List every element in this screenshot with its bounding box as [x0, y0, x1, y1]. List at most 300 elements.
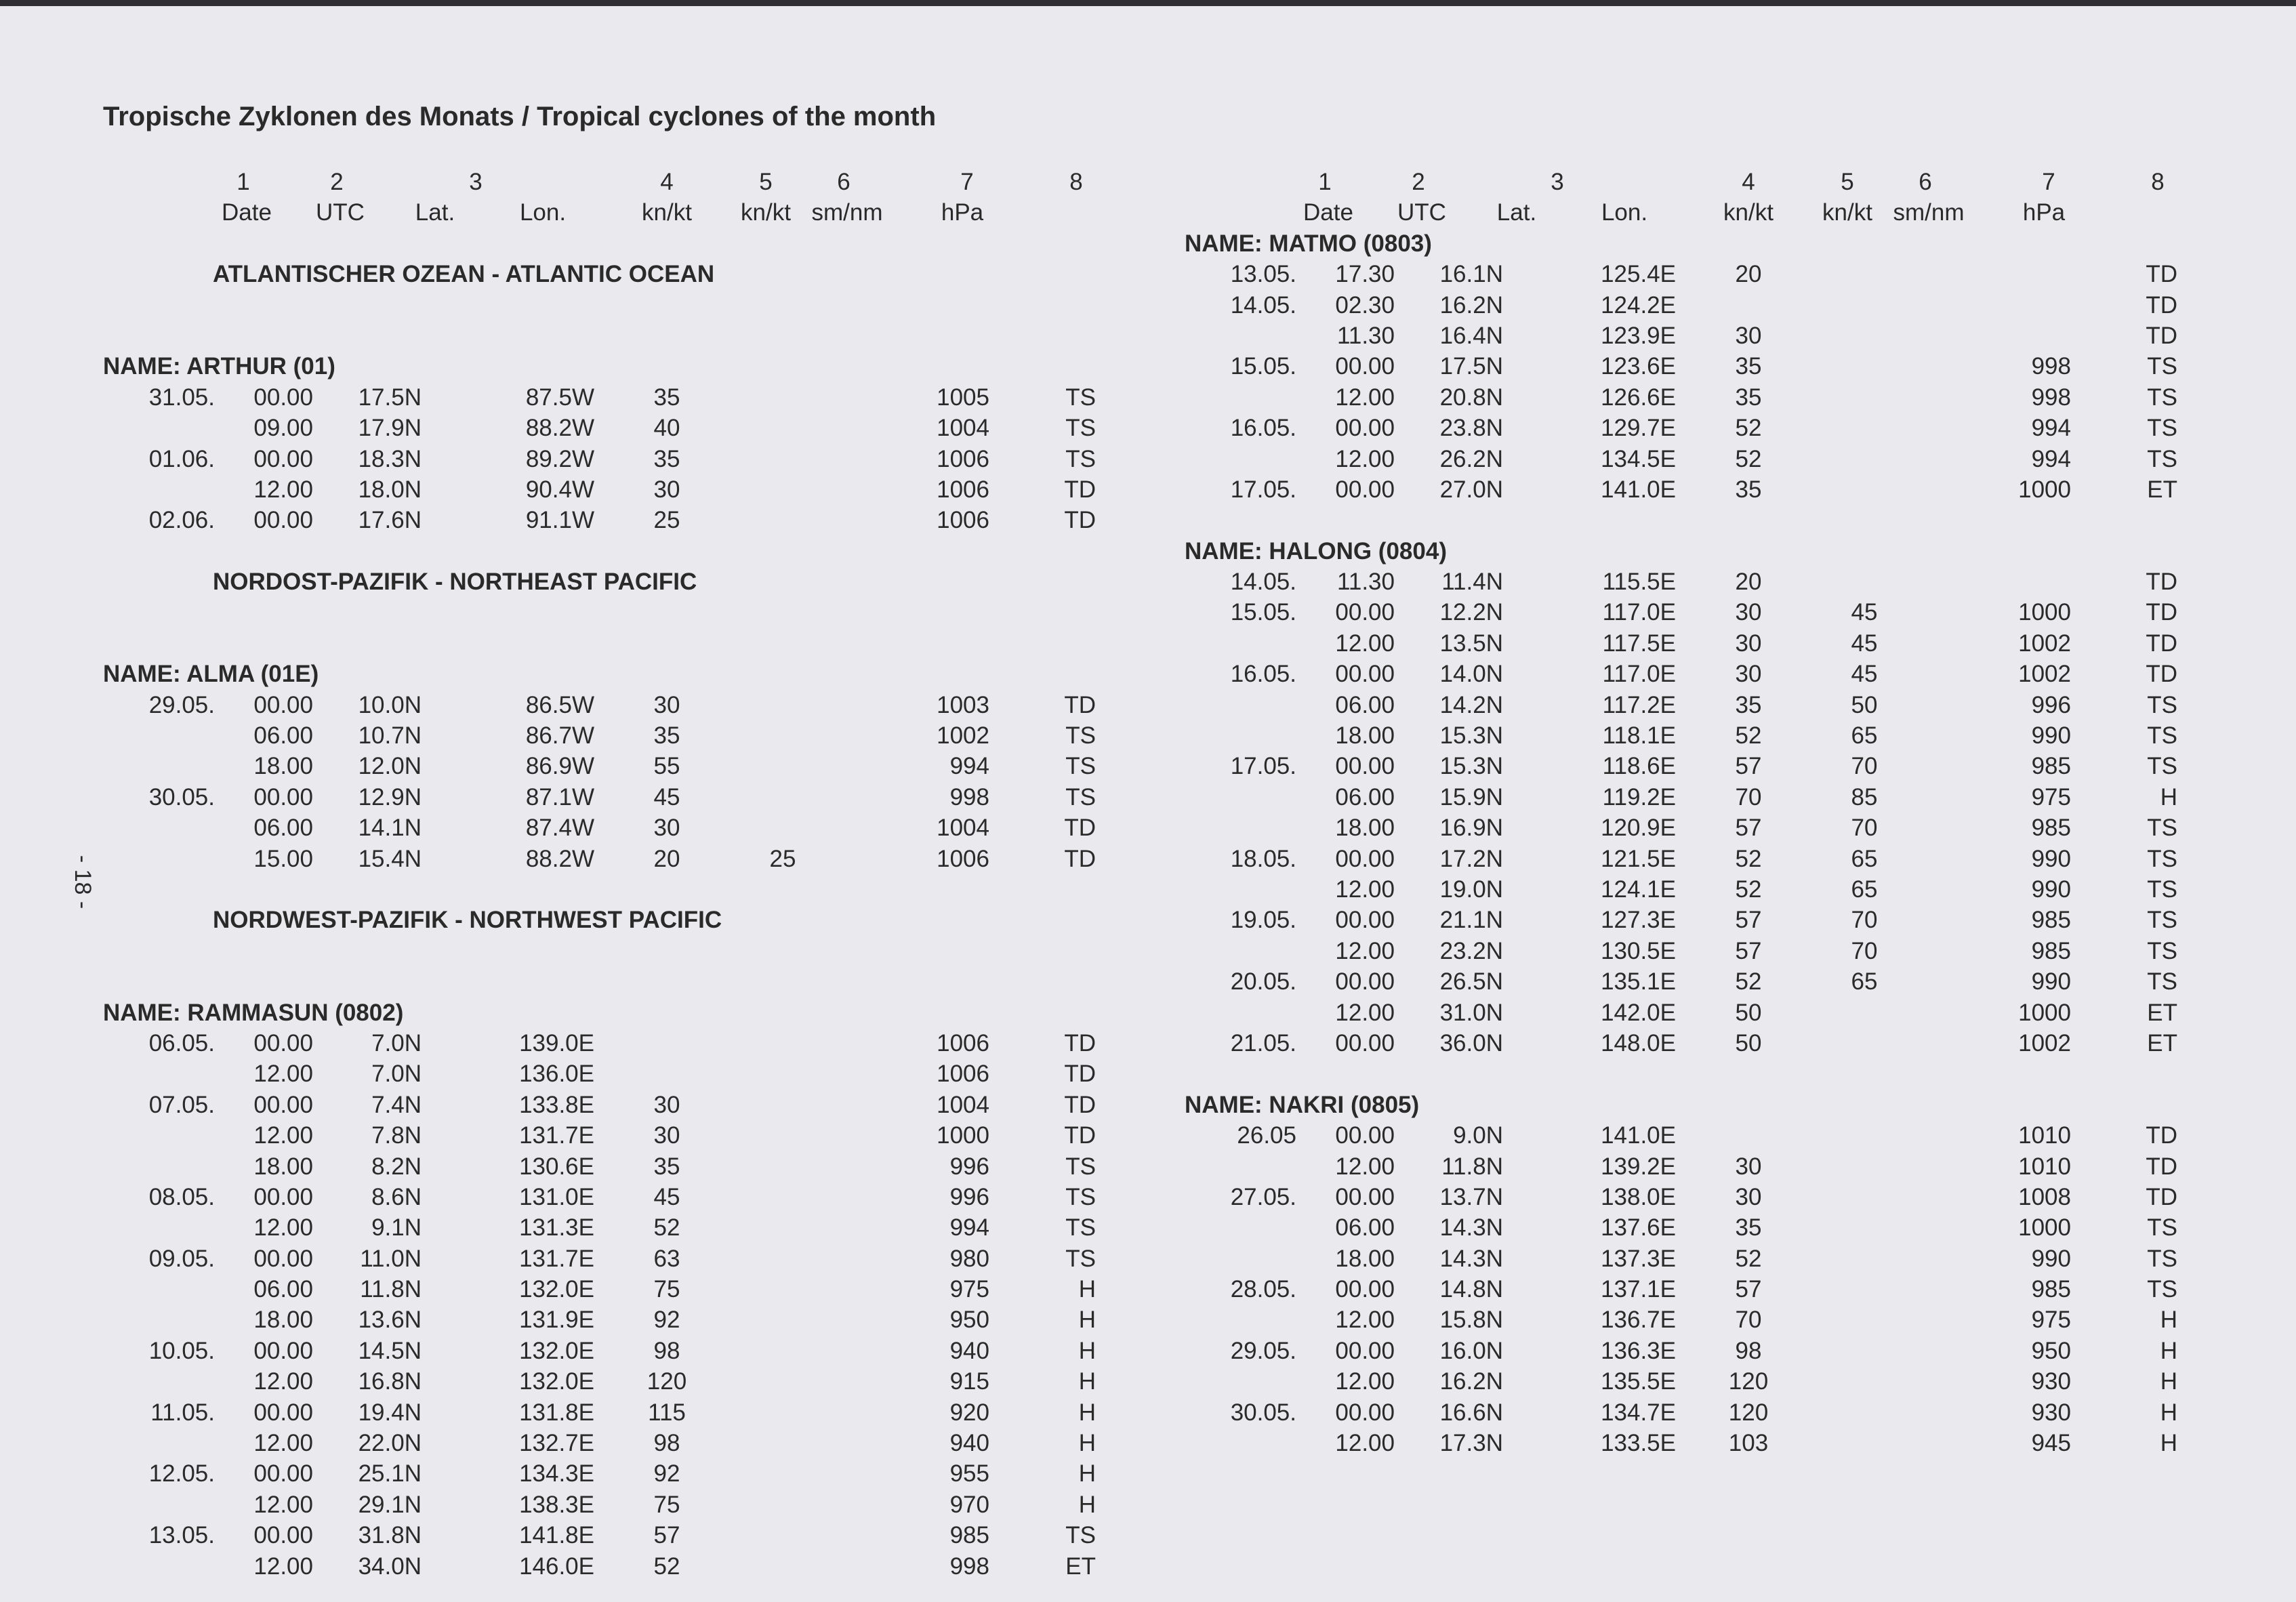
obs-pressure: 996 [949, 1153, 989, 1180]
obs-type: H [1078, 1491, 1096, 1518]
storm-name-text: NAME: ALMA (01E) [103, 661, 319, 688]
obs-pressure: 970 [949, 1491, 989, 1518]
obs-type: ET [2147, 476, 2177, 503]
obs-type: TD [1064, 845, 1096, 872]
obs-pressure: 990 [2031, 1245, 2071, 1272]
obs-utc: 12.00 [253, 1553, 313, 1580]
obs-lat: 23.8N [1439, 415, 1503, 442]
obs-type: TD [2146, 630, 2177, 657]
obs-type: H [1078, 1399, 1096, 1426]
obs-wind: 75 [653, 1276, 680, 1303]
obs-pressure: 985 [949, 1522, 989, 1549]
obs-lat: 14.2N [1439, 691, 1503, 718]
obs-type: TS [2147, 1214, 2177, 1241]
obs-utc: 11.30 [1337, 569, 1395, 596]
obs-utc: 00.00 [253, 1399, 313, 1426]
storm-name-text: NAME: NAKRI (0805) [1185, 1091, 1420, 1118]
obs-date: 08.05. [148, 1183, 215, 1210]
obs-wind: 98 [653, 1337, 680, 1364]
obs-lon: 125.4E [1601, 261, 1676, 288]
obs-lon: 137.6E [1601, 1214, 1676, 1241]
obs-type: ET [2147, 1029, 2177, 1056]
obs-lat: 16.6N [1439, 1399, 1503, 1426]
obs-gust: 70 [1851, 815, 1878, 842]
obs-lon: 90.4W [525, 476, 594, 503]
obs-lon: 134.7E [1601, 1399, 1676, 1426]
obs-lat: 13.6N [358, 1307, 422, 1334]
obs-wind: 35 [1735, 1214, 1762, 1241]
obs-pressure: 975 [949, 1276, 989, 1303]
obs-lon: 117.2E [1602, 691, 1676, 718]
top-border [0, 0, 2296, 6]
obs-lon: 131.8E [519, 1399, 594, 1426]
obs-wind: 35 [1735, 353, 1762, 380]
obs-lat: 26.2N [1439, 445, 1503, 472]
obs-lat: 7.4N [371, 1091, 422, 1118]
obs-lon: 130.6E [519, 1153, 594, 1180]
obs-date: 06.05. [148, 1029, 215, 1056]
obs-pressure: 1004 [937, 815, 989, 842]
obs-lat: 17.6N [358, 507, 422, 534]
obs-lon: 133.8E [519, 1091, 594, 1118]
col-num-wind: 4 [660, 169, 674, 195]
obs-utc: 17.30 [1335, 261, 1395, 288]
obs-type: TS [2147, 845, 2177, 872]
col-unit-pressure: hPa [941, 199, 984, 226]
obs-lat: 15.3N [1439, 722, 1503, 749]
obs-lon: 141.8E [519, 1522, 594, 1549]
obs-lon: 87.5W [525, 384, 594, 411]
obs-date: 16.05. [1230, 415, 1296, 442]
obs-lat: 16.4N [1439, 322, 1503, 349]
obs-lat: 25.1N [358, 1460, 422, 1487]
col-unit-lon: Lon. [1601, 199, 1648, 226]
obs-type: TD [2146, 599, 2177, 626]
obs-wind: 57 [1735, 815, 1762, 842]
obs-type: TD [1064, 1122, 1096, 1149]
obs-pressure: 1006 [937, 1061, 989, 1088]
obs-lat: 36.0N [1439, 1029, 1503, 1056]
obs-gust: 65 [1851, 876, 1878, 903]
obs-type: H [2160, 783, 2177, 810]
obs-pressure: 980 [949, 1245, 989, 1272]
obs-utc: 18.00 [253, 1153, 313, 1180]
obs-lat: 16.2N [1439, 291, 1503, 319]
obs-pressure: 1006 [937, 845, 989, 872]
obs-lon: 87.4W [525, 815, 594, 842]
obs-type: TS [2147, 907, 2177, 934]
obs-type: TS [1065, 415, 1096, 442]
obs-utc: 06.00 [1335, 783, 1395, 810]
obs-date: 29.05. [1230, 1337, 1296, 1364]
obs-lat: 14.3N [1439, 1214, 1503, 1241]
obs-utc: 00.00 [253, 1337, 313, 1364]
obs-pressure: 1004 [937, 415, 989, 442]
obs-utc: 00.00 [253, 783, 313, 810]
obs-lat: 16.9N [1439, 815, 1503, 842]
obs-lon: 134.5E [1601, 445, 1676, 472]
obs-type: TD [2146, 322, 2177, 349]
obs-utc: 00.00 [253, 1245, 313, 1272]
obs-pressure: 1000 [2018, 476, 2071, 503]
obs-pressure: 985 [2031, 937, 2071, 964]
obs-gust: 65 [1851, 968, 1878, 995]
obs-pressure: 950 [949, 1307, 989, 1334]
obs-type: H [1078, 1276, 1096, 1303]
obs-date: 09.05. [148, 1245, 215, 1272]
obs-utc: 00.00 [253, 507, 313, 534]
col-num-pressure: 7 [2042, 169, 2055, 195]
obs-type: TD [2146, 1183, 2177, 1210]
obs-utc: 12.00 [1335, 1430, 1395, 1457]
obs-lat: 17.3N [1439, 1430, 1503, 1457]
obs-type: TS [2147, 753, 2177, 780]
col-num-position: 3 [469, 169, 483, 195]
obs-utc: 12.00 [1335, 999, 1395, 1026]
page-number: - 18 - [70, 855, 96, 909]
obs-type: TD [2146, 1122, 2177, 1149]
obs-wind: 70 [1735, 783, 1762, 810]
obs-type: TS [2147, 968, 2177, 995]
obs-lat: 13.5N [1439, 630, 1503, 657]
obs-lon: 86.7W [525, 722, 594, 749]
obs-date: 19.05. [1230, 907, 1296, 934]
obs-wind: 30 [1735, 1183, 1762, 1210]
obs-lon: 120.9E [1601, 815, 1676, 842]
obs-utc: 00.00 [1335, 1337, 1395, 1364]
obs-lon: 119.2E [1602, 783, 1676, 810]
obs-utc: 15.00 [253, 845, 313, 872]
obs-lon: 134.3E [519, 1460, 594, 1487]
obs-utc: 00.00 [1335, 1122, 1395, 1149]
obs-lat: 20.8N [1439, 384, 1503, 411]
obs-gust: 50 [1851, 691, 1878, 718]
col-unit-wind: kn/kt [642, 199, 692, 226]
obs-type: TD [2146, 661, 2177, 688]
obs-lon: 117.5E [1602, 630, 1676, 657]
obs-pressure: 996 [949, 1183, 989, 1210]
obs-lat: 23.2N [1439, 937, 1503, 964]
obs-lon: 132.7E [519, 1430, 594, 1457]
obs-lon: 136.3E [1601, 1337, 1676, 1364]
obs-date: 17.05. [1230, 753, 1296, 780]
obs-pressure: 975 [2031, 1307, 2071, 1334]
obs-lon: 139.2E [1601, 1153, 1676, 1180]
obs-pressure: 996 [2031, 691, 2071, 718]
obs-utc: 12.00 [1335, 937, 1395, 964]
obs-type: H [2160, 1337, 2177, 1364]
obs-utc: 06.00 [1335, 1214, 1395, 1241]
obs-wind: 30 [653, 815, 680, 842]
obs-lat: 10.0N [358, 691, 422, 718]
obs-type: TS [2147, 815, 2177, 842]
col-unit-wind: kn/kt [1723, 199, 1774, 226]
obs-utc: 12.00 [253, 1214, 313, 1241]
obs-lat: 17.5N [1439, 353, 1503, 380]
col-num-gust: 5 [759, 169, 773, 195]
col-num-utc: 2 [1412, 169, 1425, 195]
obs-type: TD [2146, 569, 2177, 596]
obs-lon: 135.1E [1601, 968, 1676, 995]
obs-utc: 00.00 [253, 384, 313, 411]
obs-gust: 70 [1851, 753, 1878, 780]
obs-date: 14.05. [1230, 569, 1296, 596]
obs-lat: 19.4N [358, 1399, 422, 1426]
obs-wind: 52 [1735, 415, 1762, 442]
obs-type: TS [2147, 415, 2177, 442]
obs-type: TS [2147, 445, 2177, 472]
obs-wind: 35 [1735, 476, 1762, 503]
obs-pressure: 955 [949, 1460, 989, 1487]
obs-lon: 115.5E [1602, 569, 1676, 596]
obs-date: 14.05. [1230, 291, 1296, 319]
obs-lon: 118.1E [1602, 722, 1676, 749]
obs-type: TD [2146, 261, 2177, 288]
obs-lon: 126.6E [1601, 384, 1676, 411]
obs-gust: 25 [769, 845, 796, 872]
obs-gust: 70 [1851, 937, 1878, 964]
obs-lat: 8.2N [371, 1153, 422, 1180]
obs-type: TD [2146, 1153, 2177, 1180]
obs-pressure: 1006 [937, 507, 989, 534]
obs-date: 10.05. [148, 1337, 215, 1364]
obs-type: TS [1065, 445, 1096, 472]
obs-pressure: 915 [949, 1368, 989, 1395]
obs-date: 31.05. [148, 384, 215, 411]
obs-lat: 21.1N [1439, 907, 1503, 934]
obs-utc: 18.00 [1335, 815, 1395, 842]
obs-wind: 50 [1735, 1029, 1762, 1056]
obs-type: TS [1065, 1245, 1096, 1272]
obs-wind: 30 [653, 1091, 680, 1118]
obs-utc: 12.00 [253, 1430, 313, 1457]
obs-wind: 50 [1735, 999, 1762, 1026]
obs-gust: 45 [1851, 661, 1878, 688]
obs-lon: 124.1E [1601, 876, 1676, 903]
obs-lon: 86.5W [525, 691, 594, 718]
obs-wind: 52 [1735, 876, 1762, 903]
obs-wind: 70 [1735, 1307, 1762, 1334]
col-num-pressure: 7 [960, 169, 974, 195]
obs-wind: 57 [1735, 1276, 1762, 1303]
obs-pressure: 990 [2031, 722, 2071, 749]
obs-wind: 75 [653, 1491, 680, 1518]
obs-lon: 87.1W [525, 783, 594, 810]
obs-utc: 02.30 [1335, 291, 1395, 319]
obs-lat: 27.0N [1439, 476, 1503, 503]
obs-pressure: 1000 [2018, 1214, 2071, 1241]
obs-lat: 16.0N [1439, 1337, 1503, 1364]
obs-pressure: 1002 [2018, 630, 2071, 657]
col-num-date: 1 [1318, 169, 1332, 195]
obs-type: H [2160, 1368, 2177, 1395]
obs-pressure: 998 [949, 1553, 989, 1580]
obs-lat: 17.9N [358, 415, 422, 442]
obs-pressure: 994 [2031, 415, 2071, 442]
obs-lon: 139.0E [519, 1029, 594, 1056]
obs-wind: 35 [653, 722, 680, 749]
obs-wind: 20 [1735, 261, 1762, 288]
basin-heading-text: NORDWEST-PAZIFIK - NORTHWEST PACIFIC [213, 907, 722, 934]
obs-utc: 00.00 [253, 1460, 313, 1487]
obs-type: TD [1064, 1061, 1096, 1088]
col-unit-lat: Lat. [415, 199, 455, 226]
obs-type: ET [2147, 999, 2177, 1026]
obs-pressure: 994 [949, 1214, 989, 1241]
obs-date: 21.05. [1230, 1029, 1296, 1056]
obs-type: H [1078, 1337, 1096, 1364]
obs-type: TD [1064, 1029, 1096, 1056]
obs-lon: 141.0E [1601, 476, 1676, 503]
obs-pressure: 975 [2031, 783, 2071, 810]
storm-name-text: NAME: RAMMASUN (0802) [103, 999, 404, 1026]
obs-wind: 35 [653, 445, 680, 472]
obs-pressure: 985 [2031, 907, 2071, 934]
obs-pressure: 1006 [937, 1029, 989, 1056]
obs-date: 18.05. [1230, 845, 1296, 872]
obs-lat: 16.2N [1439, 1368, 1503, 1395]
col-num-type: 8 [1069, 169, 1083, 195]
obs-type: TD [2146, 291, 2177, 319]
obs-lat: 9.1N [371, 1214, 422, 1241]
obs-wind: 40 [653, 415, 680, 442]
obs-pressure: 985 [2031, 815, 2071, 842]
obs-gust: 65 [1851, 722, 1878, 749]
obs-utc: 12.00 [1335, 1368, 1395, 1395]
obs-pressure: 1010 [2018, 1122, 2071, 1149]
obs-wind: 30 [1735, 322, 1762, 349]
obs-wind: 120 [647, 1368, 687, 1395]
obs-lat: 11.8N [360, 1276, 422, 1303]
basin-heading-text: ATLANTISCHER OZEAN - ATLANTIC OCEAN [213, 261, 715, 288]
obs-wind: 63 [653, 1245, 680, 1272]
obs-type: H [1078, 1307, 1096, 1334]
col-unit-size: sm/nm [811, 199, 883, 226]
obs-lat: 31.8N [358, 1522, 422, 1549]
obs-utc: 00.00 [253, 691, 313, 718]
obs-type: H [1078, 1368, 1096, 1395]
obs-utc: 12.00 [253, 476, 313, 503]
obs-lat: 22.0N [358, 1430, 422, 1457]
obs-date: 01.06. [148, 445, 215, 472]
page-title: Tropische Zyklonen des Monats / Tropical cyclones of the month [103, 102, 937, 131]
obs-wind: 92 [653, 1460, 680, 1487]
obs-wind: 103 [1728, 1430, 1769, 1457]
col-unit-gust: kn/kt [741, 199, 791, 226]
obs-type: TS [1065, 1183, 1096, 1210]
obs-wind: 45 [653, 783, 680, 810]
obs-wind: 20 [1735, 569, 1762, 596]
col-unit-pressure: hPa [2022, 199, 2066, 226]
obs-pressure: 990 [2031, 845, 2071, 872]
obs-pressure: 1000 [937, 1122, 989, 1149]
obs-type: H [2160, 1399, 2177, 1426]
obs-date: 17.05. [1230, 476, 1296, 503]
obs-pressure: 1005 [937, 384, 989, 411]
obs-date: 11.05. [150, 1399, 215, 1426]
obs-pressure: 1000 [2018, 999, 2071, 1026]
obs-wind: 57 [653, 1522, 680, 1549]
obs-type: TS [2147, 353, 2177, 380]
obs-lat: 11.4N [1441, 569, 1503, 596]
obs-lon: 136.0E [519, 1061, 594, 1088]
obs-pressure: 990 [2031, 876, 2071, 903]
obs-lon: 132.0E [519, 1276, 594, 1303]
obs-pressure: 994 [2031, 445, 2071, 472]
obs-lon: 148.0E [1601, 1029, 1676, 1056]
obs-lon: 117.0E [1602, 599, 1676, 626]
obs-lat: 12.9N [358, 783, 422, 810]
obs-type: TS [2147, 691, 2177, 718]
obs-lat: 15.9N [1439, 783, 1503, 810]
col-unit-lat: Lat. [1496, 199, 1537, 226]
obs-wind: 35 [653, 384, 680, 411]
obs-lat: 8.6N [371, 1183, 422, 1210]
obs-type: TS [2147, 876, 2177, 903]
obs-utc: 18.00 [1335, 722, 1395, 749]
obs-type: ET [1065, 1553, 1096, 1580]
obs-lon: 131.0E [519, 1183, 594, 1210]
obs-wind: 20 [653, 845, 680, 872]
obs-utc: 00.00 [1335, 415, 1395, 442]
obs-lon: 138.3E [519, 1491, 594, 1518]
obs-lon: 137.1E [1601, 1276, 1676, 1303]
obs-lon: 138.0E [1601, 1183, 1676, 1210]
obs-pressure: 930 [2031, 1399, 2071, 1426]
obs-lon: 132.0E [519, 1368, 594, 1395]
obs-gust: 70 [1851, 907, 1878, 934]
obs-type: TD [1064, 1091, 1096, 1118]
obs-wind: 52 [653, 1214, 680, 1241]
obs-utc: 09.00 [253, 415, 313, 442]
obs-wind: 98 [653, 1430, 680, 1457]
obs-pressure: 930 [2031, 1368, 2071, 1395]
obs-pressure: 998 [2031, 353, 2071, 380]
obs-utc: 00.00 [253, 1183, 313, 1210]
obs-type: H [1078, 1460, 1096, 1487]
obs-utc: 06.00 [253, 1276, 313, 1303]
col-unit-lon: Lon. [519, 199, 567, 226]
obs-type: TD [1064, 476, 1096, 503]
obs-lat: 12.2N [1439, 599, 1503, 626]
obs-lat: 13.7N [1439, 1183, 1503, 1210]
obs-wind: 52 [653, 1553, 680, 1580]
obs-utc: 00.00 [253, 445, 313, 472]
obs-type: TS [1065, 1153, 1096, 1180]
obs-wind: 30 [1735, 1153, 1762, 1180]
obs-lat: 14.0N [1439, 661, 1503, 688]
obs-utc: 11.30 [1337, 322, 1395, 349]
obs-pressure: 1008 [2018, 1183, 2071, 1210]
storm-name-text: NAME: MATMO (0803) [1185, 230, 1432, 257]
obs-wind: 25 [653, 507, 680, 534]
obs-date: 28.05. [1230, 1276, 1296, 1303]
obs-utc: 00.00 [1335, 845, 1395, 872]
obs-utc: 00.00 [1335, 753, 1395, 780]
obs-lon: 118.6E [1602, 753, 1676, 780]
obs-pressure: 950 [2031, 1337, 2071, 1364]
obs-date: 16.05. [1230, 661, 1296, 688]
obs-wind: 120 [1728, 1368, 1769, 1395]
obs-utc: 12.00 [253, 1122, 313, 1149]
obs-utc: 06.00 [253, 815, 313, 842]
col-unit-utc: UTC [316, 199, 365, 226]
obs-pressure: 998 [949, 783, 989, 810]
obs-utc: 00.00 [253, 1029, 313, 1056]
obs-type: H [2160, 1307, 2177, 1334]
col-num-utc: 2 [330, 169, 344, 195]
col-unit-size: sm/nm [1893, 199, 1965, 226]
